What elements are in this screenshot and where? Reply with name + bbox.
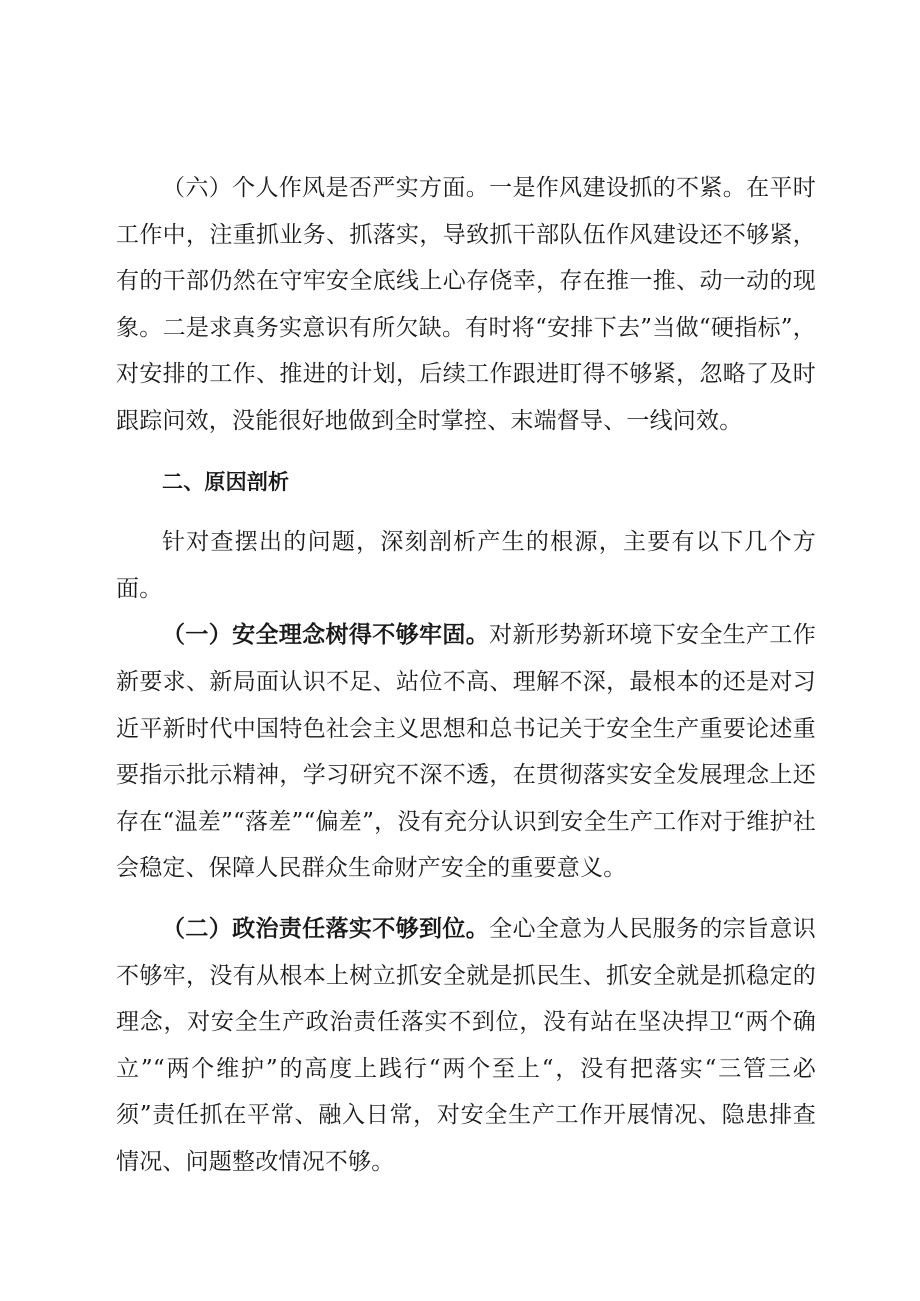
paragraph-cause-1 [116,612,816,892]
cause-1-lead: （一）安全理念树得不够牢固。 [162,621,490,649]
cause-2-lead: （二）政治责任落实不够到位。 [162,914,490,942]
section-heading-cause-analysis: 二、原因剖析 [162,469,290,494]
paragraph-cause-2 [116,906,816,1186]
document-body [116,165,816,1185]
paragraph-personal-style-text: （六）个人作风是否严实方面。一是作风建设抓的不紧。在平时工作中，注重抓业务、抓落实，导致抓干部队伍作风建设还不够紧，有的干部仍然在守牢安全底线上心存侥幸，存在推一推、动一动的现象。二是求真务实意识有所欠缺。有时将“安排下去”当做“硬指标”，对安排的工作、推进的计划，后续工作跟进盯得不够紧，忽略了及时跟踪问效，没能很好地做到全时掌控、末端督导、一线问效。 [116,175,816,434]
cause-1-text: 对新形势新环境下安全生产工作新要求、新局面认识不足、站位不高、理解不深，最根本的还是对习近平新时代中国特色社会主义思想和总书记关于安全生产重要论述重要指示批示精神，学习研究不深不透，在贯彻落实安全发展理念上还存在“温差”“落差”“偏差”，没有充分认识到安全生产工作对于维护社会稳定、保障人民群众生命财产安全的重要意义。 [116,622,816,882]
spacer [116,892,816,906]
spacer [116,445,816,459]
paragraph-intro: 针对查摆出的问题，深刻剖析产生的根源，主要有以下几个方面。 [116,529,816,602]
spacer [116,505,816,519]
cause-2-text: 全心全意为人民服务的宗旨意识不够牢，没有从根本上树立抓安全就是抓民生、抓安全就是抓稳定的理念，对安全生产政治责任落实不到位，没有站在坚决捍卫“两个确立”“两个维护”的高度上践行“两个至上“，没有把落实“三管三必须”责任抓在平常、融入日常，对安全生产工作开展情况、隐患排查情况、问题整改情况不够。 [116,915,816,1175]
paragraph-personal-style [116,165,816,445]
